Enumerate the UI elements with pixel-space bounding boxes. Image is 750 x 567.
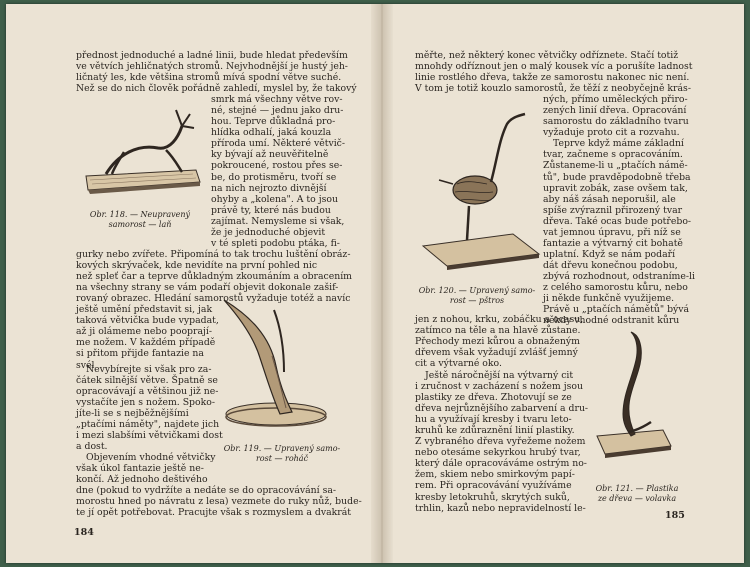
text-line: který dále opracováváme ostrým no- [415, 458, 587, 470]
text-line: kresby letokruhů, skrytých suků, [415, 491, 570, 503]
text-line: „ptačími náměty", najdete jich [76, 419, 220, 431]
caption-line: Obr. 120. — Upravený samo- [418, 286, 536, 295]
caption-figure-119 [218, 444, 346, 464]
text-line: jen z nohou, krku, zobáčku a ocasu, [415, 314, 584, 325]
text-line: taková větvička bude vypadat, [76, 315, 219, 327]
text-line: rem. Při opracovávání využíváme [415, 480, 572, 492]
text-line: hou. Teprve důkladná pro- [211, 116, 336, 128]
caption-line: Obr. 118. — Neupravený [89, 210, 191, 219]
text-line: me nožem. V každém případě [76, 337, 216, 349]
figure-120-ostrich-branch [417, 110, 547, 270]
text-line: žem, skiem nebo smirkovým papí- [415, 469, 575, 481]
caption-figure-120 [415, 286, 539, 306]
text-line: vat jemnou úpravu, při níž se [543, 226, 681, 238]
text-line: plastiky ze dřeva. Zhotovují se ze [415, 392, 572, 404]
text-line: nebo otesáme sekyrkou hrubý tvar, [415, 447, 581, 459]
text-line: Právě u „ptačích námětů" bývá [543, 304, 690, 316]
text-line: upravit zobák, zase ovšem tak, [543, 182, 688, 194]
caption-line: samorost — laň [108, 220, 172, 229]
text-line: dne (pokud to vydržíte a nedáte se do opracovávání sa- [76, 485, 337, 497]
text-line: v té spleti podobu ptáka, fi- [211, 237, 340, 249]
right-text-left-column-a [415, 314, 583, 369]
text-line: Než se do nich člověk pořádně zahledí, myslel by, že takový [76, 83, 357, 95]
text-line: uplatní. Když se nám podaří [543, 248, 676, 260]
text-line: si přitom přijde fantazie na [76, 348, 204, 360]
caption-line: ze dřeva — volavka [597, 494, 677, 503]
text-line: ky bývají až neuvěřitelně [211, 149, 329, 161]
text-line: svél [76, 359, 95, 371]
text-line: vyžaduje proto cit a rozvahu. [543, 127, 680, 139]
text-line: zatímco na těle a na hlavě zůstane. [415, 325, 581, 337]
text-line: morostu hned po návratu z lesa) vezmete do ruky nůž, bude- [76, 496, 362, 508]
text-line: že je jednoduché objevit [211, 226, 326, 238]
text-line: přednost jednoduché a ladné linii, bude hledat především [76, 50, 348, 61]
caption-figure-118 [80, 210, 200, 230]
right-text-top [415, 50, 693, 95]
text-line: opracovávají a většinou již ne- [76, 386, 219, 398]
text-line: zbývá rozhodnout, odstraníme-li [543, 270, 695, 282]
text-line: Z vybraného dřeva vyřežeme nožem [415, 436, 586, 448]
left-text-bottom-column [76, 452, 216, 486]
text-line: rovaný obrazec. Hledání samorostů vyžaduje totéž a navíc [76, 293, 351, 305]
caption-figure-121 [591, 484, 683, 504]
text-line: V tom je totiž kouzlo samorostů, že těží z neobyčejně krás- [415, 83, 691, 95]
text-line: zených linií dřeva. Opracování [543, 105, 687, 117]
text-line: kruhů ke zdůraznění linií plastiky. [415, 425, 575, 437]
text-line: na nich nejrozto divnější [211, 182, 327, 194]
text-line: měřte, než některý konec větvičky odříznete. Stačí totiž [415, 50, 679, 61]
text-line: čátek silnější větve. Špatně se [76, 375, 218, 387]
text-line: končí. Až jednoho deštivého [76, 474, 208, 486]
text-line: Nevybírejte si však pro za- [86, 364, 212, 375]
right-page [393, 4, 744, 563]
text-line: te jí opět potřebovat. Pracujte však s rozmyslem a dvakrát [76, 507, 351, 519]
caption-line: Obr. 119. — Upravený samo- [223, 444, 341, 453]
text-line: samorostu do základního tvaru [543, 116, 689, 128]
left-text-bottom [76, 485, 362, 519]
text-line: smrk má všechny větve rov- [211, 94, 343, 106]
text-line: hu a využívají kresby i tvaru leto- [415, 414, 572, 426]
text-line: ohyby a „kolena". A to jsou [211, 193, 338, 205]
text-line: ještě umění představit si, jak [76, 304, 213, 316]
right-text-right-column [543, 94, 695, 327]
left-text-right-column [211, 94, 344, 249]
text-line: fantazie a výtvarný cit bohatě [543, 237, 683, 249]
text-line: linie rostlého dřeva, takže ze samorostu nakonec nic není. [415, 72, 690, 84]
text-line: be, do protisměru, tvoří se [211, 171, 337, 183]
text-line: dřevem však vyžadují zvlášť jemný [415, 347, 578, 359]
figure-118-deer-branch [78, 104, 208, 200]
book-spread [6, 4, 744, 563]
text-line: tvar, začneme s opracováním. [543, 149, 683, 161]
text-line: příroda umí. Některé větvič- [211, 138, 346, 150]
right-text-left-column-b [415, 370, 589, 514]
page-number-left: 184 [74, 527, 94, 538]
text-line: Teprve když máme základní [553, 138, 684, 150]
book-gutter [371, 4, 393, 563]
text-line: až ji olámeme nebo pooprají- [76, 326, 212, 338]
text-line: ných, přímo uměleckých přiro- [543, 94, 688, 106]
text-line: i zručnost v zacházení s nožem jsou [415, 381, 583, 393]
text-line: pokroucené, rostou přes se- [211, 160, 343, 172]
left-text-top [76, 50, 357, 95]
text-line: kových skrývaček, kde nevidíte na první pohled nic [76, 260, 318, 272]
caption-line: Obr. 121. — Plastika [595, 484, 679, 493]
text-line: Ještě náročnější na výtvarný cit [425, 370, 574, 381]
text-line: Přechody mezi kůrou a obnaženým [415, 336, 580, 348]
text-line: Zůstaneme-li u „ptačích námě- [543, 160, 688, 172]
text-line: než spleť čar a teprve důkladným zkoumáním a obracením [76, 271, 352, 283]
left-page [6, 4, 371, 563]
text-line: aby náš zásah neporušil, ale [543, 193, 676, 205]
text-line: tů", bude pravděpodobně třeba [543, 171, 691, 183]
text-line: gurky nebo zvířete. Připomíná to tak trochu luštění obráz- [76, 249, 351, 260]
figure-121-heron-sculpture [593, 330, 677, 472]
text-line: hlídka odhalí, jaká kouzla [211, 127, 332, 139]
text-line: i mezi slabšími větvičkami dost [76, 430, 223, 442]
text-line: jíte-li se s nejběžnějšími [76, 408, 189, 420]
text-line: a dost. [76, 441, 108, 453]
text-line: právě ty, které nás budou [211, 204, 331, 216]
text-line: dát dřevu konečnou podobu, [543, 259, 678, 271]
figure-119-stag-beetle-branch [220, 296, 340, 428]
text-line: spíše zvýraznil přirozený tvar [543, 204, 683, 216]
page-number-right: 185 [665, 510, 685, 521]
text-line: ličnatý les, kde většina stromů mívá spodní větve suché. [76, 72, 342, 84]
text-line: dřeva. Také ocas bude potřebo- [543, 215, 692, 227]
text-line: na všechny strany se vám podaří objevit dokonale zašif- [76, 282, 339, 294]
text-line: zajímat. Nemysleme si však, [211, 215, 345, 227]
caption-line: rost — roháč [255, 454, 309, 463]
text-line: ve větvích jehličnatých stromů. Nejvhodnější je hustý jeh- [76, 61, 348, 73]
text-line: cit a výtvarné oko. [415, 358, 502, 370]
left-text-left-column-a [76, 304, 219, 371]
text-line: však úkol fantazie ještě ne- [76, 463, 204, 475]
text-line: někdy vhodné odstranit kůru [543, 315, 680, 327]
caption-line: rost — pštros [449, 296, 505, 305]
text-line: mnohdy odříznout jen o malý kousek víc a porušíte ladnost [415, 61, 693, 73]
text-line: né, stejné — jednu jako dru- [211, 105, 344, 117]
text-line: trhlin, kazů nebo nepravidelností le- [415, 502, 586, 514]
text-line: z celého samorostu kůru, nebo [543, 281, 688, 293]
text-line: dřeva nejrůznějšího zabarvení a dru- [415, 403, 589, 415]
text-line: Objevením vhodné větvičky [86, 452, 216, 463]
left-text-left-column-b [76, 364, 223, 453]
text-line: vystačíte jen s nožem. Spoko- [76, 397, 215, 409]
text-line: ji někde funkčně využijeme. [543, 293, 675, 305]
